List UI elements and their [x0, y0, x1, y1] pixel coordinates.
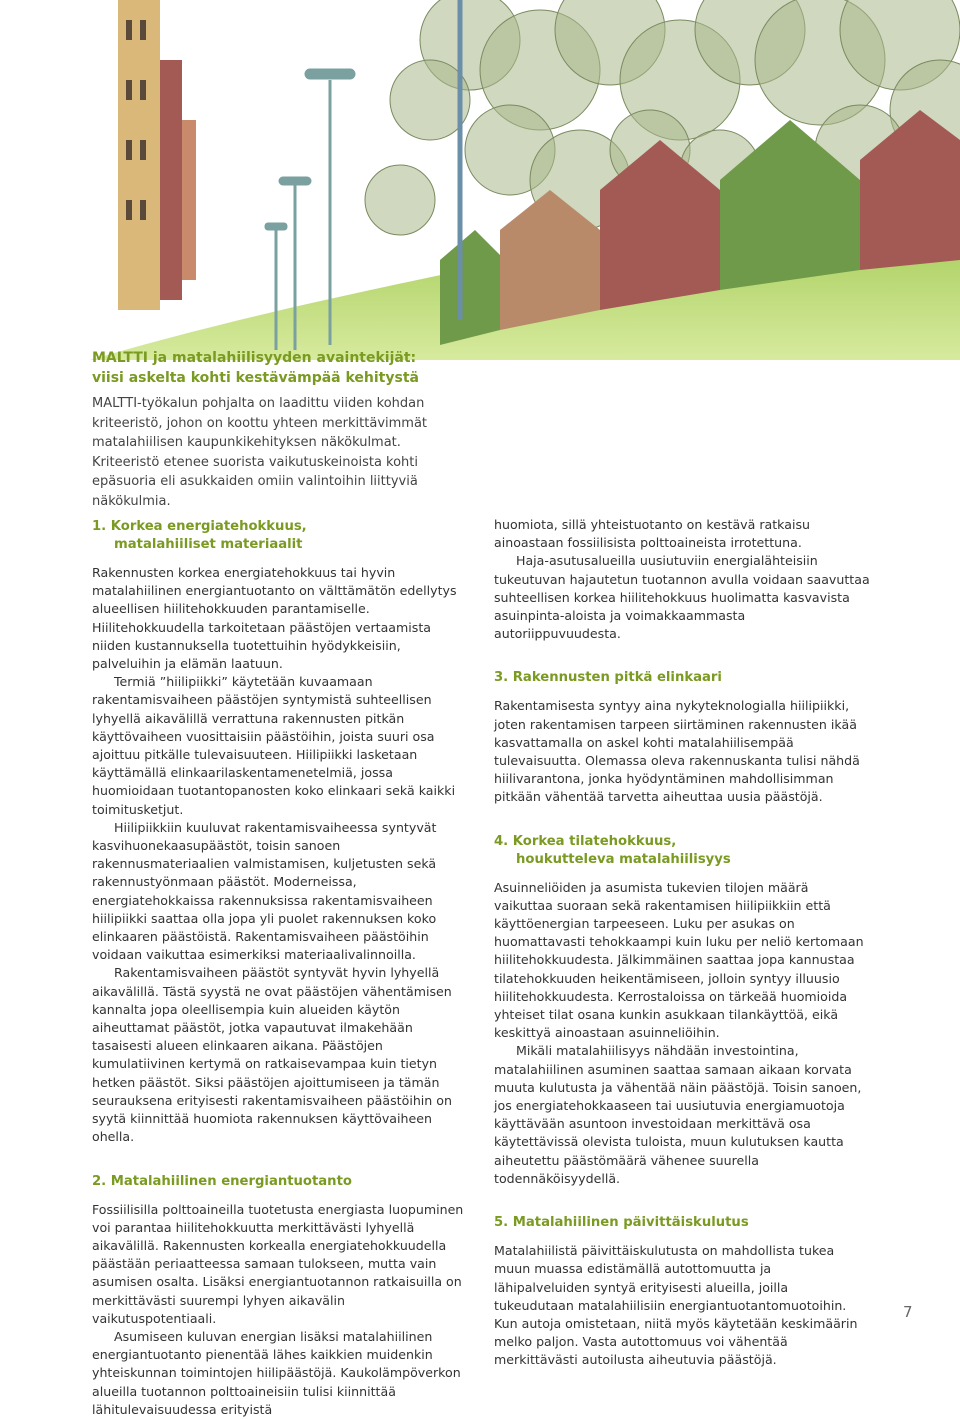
page-number: 7: [903, 1303, 913, 1321]
intro-title-line2: viisi askelta kohti kestävämpää kehitystä: [92, 370, 419, 386]
section-2-heading: 2. Matalahiilinen energiantuotanto: [92, 1173, 352, 1189]
section-1-paragraph: Rakentamisvaiheen päästöt syntyvät hyvin lyhyellä aikavälillä. Tästä syystä ne ovat päästöjen vähentämisen kannalta jopa oleellisempia kuin alueiden käytön aiheuttamat päästöt, jotka vapautuvat ilmakehään tasaisesti alueen elinkaaren aikana. Päästöjen kumulatiivinen kertymä on ratkaisevampaa kuin tietyn hetken päästöt. Siksi päästöjen ajoittumiseen ja tämän seurauksena erityisesti rakentamisvaiheen päästöihin on syytä kiinnittää huomiota rakennuksen käyttövaiheen ohella.: [92, 965, 452, 1145]
section-2-paragraph-continued: huomiota, sillä yhteistuotanto on kestävä ratkaisu ainoastaan fossiilisista polttoaineista irrotettuna.: [494, 517, 811, 551]
section-4-heading-line2: houkutteleva matalahiilisyys: [516, 851, 731, 867]
section-2-paragraph: Fossiilisilla polttoaineilla tuotetusta energiasta luopuminen voi parantaa hiilitehokkuutta merkittävästi lyhyellä aikavälillä. Rakennusten korkealla energiatehokkuudella päästään periaatteessa samaan tulokseen, mutta vain asumisen osalta. Lisäksi energiantuotannon ratkaisuilla on merkittävästi suurempi lyhyen aikavälin vaikutuspotentiaali.: [92, 1201, 464, 1326]
section-2-paragraph: Haja-asutusalueilla uusiutuviin energialähteisiin tukeutuvan hajautetun tuotannon avulla voidaan saavuttaa suhteellisen korkea hiilitehokkuus huolimatta kasvavista asuinpinta-aloista ja voimakkaammasta autoriippuvuudesta.: [494, 553, 870, 642]
section-1-paragraph: Rakennusten korkea energiatehokkuus tai hyvin matalahiilinen energiantuotanto on välttämätön edellytys alueellisen hiilitehokkuuden parantamiselle. Hiilitehokkuudella tarkoitetaan päästöjen vertaamista niiden kustannuksella tuotettuihin hyödykkeisiin, palveluihin ja elämän laatuun.: [92, 565, 457, 672]
intro-title-line1: MALTTI ja matalahiilisyyden avaintekijät:: [92, 350, 417, 366]
section-5-paragraph: Matalahiilistä päivittäiskulutusta on mahdollista tukea muun muassa edistämällä autottomuutta ja lähipalveluiden syntyä erityisesti alueilla, joilla tukeudutaan matalahiilisiin energiantuotantomuotoihin. Kun autoja omistetaan, niitä myös käytetään keskimäärin melko paljon. Vasta autottomuus voi vähentää merkittävästi autoilusta aiheutuvia päästöjä.: [494, 1243, 858, 1368]
section-1-heading: [92, 518, 467, 554]
section-3-paragraph: Rakentamisesta syntyy aina nykyteknologialla hiilipiikki, joten rakentamisen tarpeen siirtäminen rakennusten ikää kasvattamalla on askel kohti matalahiilisempää tulevaisuutta. Olemassa oleva rakennuskanta tulisi nähdä hiilivarantona, jonka hyödyntäminen mahdollisimman pitkään vähentää tarvetta aiheuttaa uusia päästöjä.: [494, 698, 860, 805]
section-4-paragraph: Mikäli matalahiilisyys nähdään investointina, matalahiilinen asuminen saattaa samaan aikaan korvata muuta kulutusta ja vähentää näin päästöjä. Toisin sanoen, jos energiatehokkaaseen tai uusiutuvia energiamuotoja käyttävään asuntoon investoidaan merkittävä osa käytettävissä olevista tuloista, muun kulutuksen kautta aiheutettu päästömäärä vähenee suurella todennäköisyydellä.: [494, 1043, 862, 1186]
section-4-paragraph: Asuinneliöiden ja asumista tukevien tilojen määrä vaikuttaa suoraan sekä rakentamisen hiilipiikkiin että käyttöenergian tarpeeseen. Luku per asukas on huomattavasti tehokkaampi kuin luku per neliö kertomaan hiilitehokkuudesta. Jälkimmäinen saattaa jopa kannustaa tilatehokkuuden heikentämiseen, jolloin syntyy illuusio hiilitehokkuudesta. Kerrostaloissa on tärkeää huomioida yhteiset tilat osana kunkin asukkaan tilankäyttöä, eikä keskittyä ainoastaan asuinneliöihin.: [494, 879, 864, 1041]
left-column: [92, 518, 467, 1419]
section-1-paragraph: Hiilipiikkiin kuuluvat rakentamisvaiheessa syntyvät kasvihuonekaasupäästöt, toisin sanoen rakennusmateriaalien valmistamisen, kuljetusten sekä rakennustyönmaan päästöt. Moderneissa, energiatehokkaissa rakennuksissa rakentamisvaiheen hiilipiikki saattaa olla jopa yli puolet rakennuksen koko elinkaaren päästöistä. Rakentamisvaiheen päästöihin voidaan vaikuttaa esimerkiksi materiaalivalinnoilla.: [92, 819, 437, 963]
section-4-heading: [494, 833, 870, 869]
intro-title: [92, 348, 472, 388]
street-illustration: [0, 0, 960, 360]
section-1-heading-line2: matalahiiliset materiaalit: [114, 537, 303, 552]
right-column: [494, 516, 870, 1370]
section-1-heading-line1: 1. Korkea energiatehokkuus,: [92, 519, 307, 534]
intro-block: [92, 348, 472, 512]
intro-body: MALTTI-työkalun pohjalta on laadittu viiden kohdan kriteeristö, johon on koottu yhteen merkittävimmät matalahiilisen kaupunkikehityksen näkökulmat. Kriteeristö etenee suorista vaikutuskeinoista kohti epäsuoria eli asukkaiden omiin valintoihin liittyviä näkökulmia.: [92, 396, 428, 509]
building-left: [118, 0, 160, 310]
section-3-heading: 3. Rakennusten pitkä elinkaari: [494, 670, 722, 686]
section-5-heading: 5. Matalahiilinen päivittäiskulutus: [494, 1215, 749, 1231]
section-4-heading-line1: 4. Korkea tilatehokkuus,: [494, 833, 677, 849]
section-2-paragraph: Asumiseen kuluvan energian lisäksi matalahiilinen energiantuotanto pienentää lähes kaikkien muidenkin yhteiskunnan toimintojen hiilipäästöjä. Kaukolämpöverkon alueilla tuotannon polttoaineisiin tulisi kiinnittää lähitulevaisuudessa erityistä: [92, 1328, 461, 1417]
section-1-paragraph: Termiä ”hiilipiikki” käytetään kuvaamaan rakentamisvaiheen päästöjen syntymistä suhteellisen lyhyellä aikavälillä verrattuna rakennusten pitkän käyttövaiheen vuosittaisiin päästöihin, joista suuri osa ajoittuu pitkälle tulevaisuuteen. Hiilipiikki lasketaan käyttämällä elinkaarilaskentamenetelmiä, jossa huomioidaan tuotantopanosten koko elinkaari sekä kaikki toimitusketjut.: [92, 674, 456, 817]
